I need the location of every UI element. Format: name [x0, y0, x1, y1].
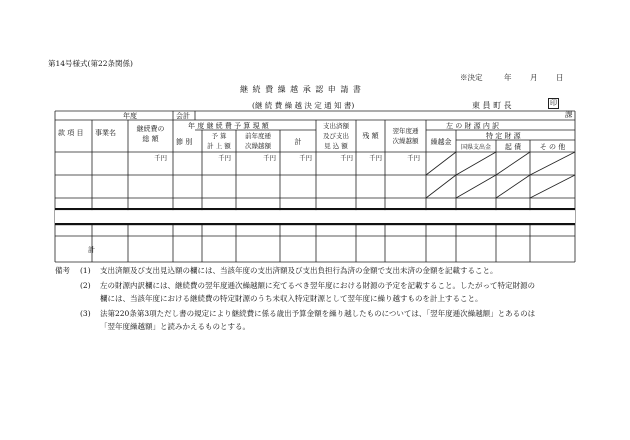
day-label: 日 — [556, 73, 564, 82]
unit-remaining: 千円 — [369, 154, 382, 162]
col-expenditure: 支出済額 及び支出 見 込 額 — [323, 122, 349, 150]
col-next-carry: 翌年度逓 次繰越額 — [392, 127, 419, 145]
year-header: 年度 — [123, 112, 137, 120]
col-budget-amount: 予 算 計 上 額 — [207, 132, 231, 150]
col-sum: 計 — [294, 138, 302, 146]
col-continuing-total: 継続費の 総 額 — [136, 125, 165, 143]
col-item: 款 項 目 — [58, 129, 84, 137]
note-2-line-1: 左の財源内訳欄には、継続費の翌年度逓次繰越額に充てるべき翌年度における財源の予定を記載すること。したがって特定財源の — [100, 281, 535, 290]
col-national: 国県支出金 — [460, 144, 491, 151]
col-section: 節 別 — [176, 138, 193, 146]
unit-sum: 千円 — [299, 154, 312, 162]
col-remaining: 残 額 — [362, 132, 379, 140]
note-2-line-2: 欄には、当該年度における継続費の特定財源のうち未収入特定財源として翌年度に繰り越すものを計上すること。 — [100, 294, 483, 303]
form-number: 第14号様式(第22条関係) — [48, 59, 133, 68]
account-header: 会計 — [176, 112, 190, 120]
seal-stamp: 印 — [550, 99, 557, 107]
unit-next: 千円 — [407, 154, 420, 162]
year-label: 年 — [504, 73, 512, 82]
note-1-number: (1) — [80, 266, 91, 275]
col-other: そ の 他 — [539, 143, 566, 151]
note-3-number: (3) — [80, 309, 91, 318]
finance-group-header: 左 の 財 源 内 訳 — [446, 122, 500, 130]
total-label: 計 — [88, 246, 95, 254]
note-2-number: (2) — [80, 281, 91, 290]
notes-label: 備考 — [55, 266, 70, 275]
decision-mark: ※決定 — [460, 73, 483, 82]
unit-prev: 千円 — [263, 154, 276, 162]
page-subtitle: (継 続 費 繰 越 決 定 通 知 書) — [252, 101, 355, 110]
unit-total: 千円 — [154, 154, 167, 162]
month-label: 月 — [530, 73, 538, 82]
col-bond: 起 債 — [504, 143, 522, 151]
note-3-line-1: 法第220条第3項ただし書の規定により継続費に係る歳出予算金額を繰り越したものについては、「翌年度逓次繰越額」とあるのは — [100, 309, 536, 318]
unit-budget: 千円 — [218, 154, 231, 162]
page-title: 継 続 費 繰 越 承 認 申 請 書 — [240, 85, 362, 94]
addressee: 東 員 町 長 — [472, 101, 512, 110]
col-carryover-money: 繰越金 — [430, 138, 452, 146]
unit-expenditure: 千円 — [340, 154, 353, 162]
ka-label: 課 — [565, 110, 573, 119]
col-prev-carry: 前年度逓 次繰越額 — [245, 132, 271, 150]
note-3-line-2: 「翌年度繰越額」と読みかえるものとする。 — [100, 322, 250, 331]
budget-group-header: 年 度 継 続 費 予 算 現 額 — [188, 122, 269, 130]
note-1: 支出済額及び支出見込額の欄には、当該年度の支出済額及び支出負担行為済の金額で支出未済の金額を記載すること。 — [100, 266, 498, 275]
col-project: 事業名 — [95, 129, 116, 137]
specific-group-header: 特 定 財 源 — [486, 132, 521, 140]
